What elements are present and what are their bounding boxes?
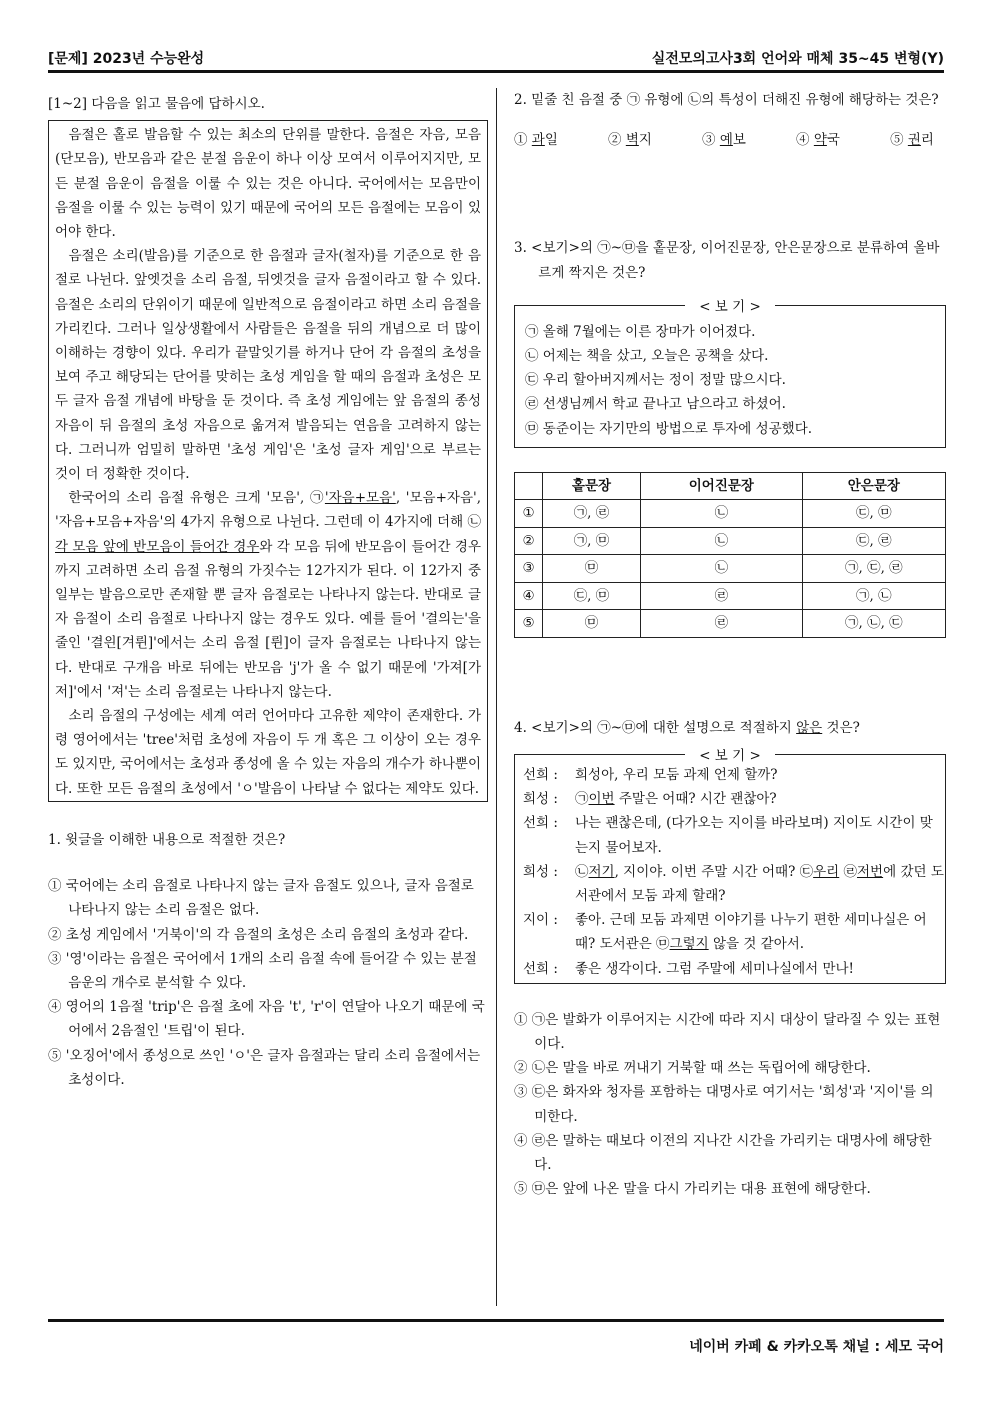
q1-option-3[interactable]: ③ '영'이라는 음절은 국어에서 1개의 소리 음절 속에 들어갈 수 있는 분절 음운의 개수로 분석할 수 있다. [48,950,477,991]
right-column [514,88,946,1201]
bogi-item-1: ㉠ 올해 7월에는 이른 장마가 이어졌다. [525,323,756,340]
page-footer: 네이버 카페 & 카카오톡 채널 : 세모 국어 [689,1339,944,1355]
question-2-stem: 2. 밑줄 친 음절 중 ㉠ 유형에 ㉡의 특성이 더해진 유형에 해당하는 것은? [514,92,939,108]
q1-option-1[interactable]: ① 국어에는 소리 음절로 나타나지 않는 글자 음절도 있으나, 글자 음절로 나타나지 않는 소리 음절은 없다. [48,878,474,919]
bogi-title: < 보 기 > [685,748,775,764]
bogi-item-4: ㉣ 선생님께서 학교 끝나고 남으라고 하셨어. [525,396,786,413]
underline-b: 각 모음 앞에 반모음이 들어간 경우 [55,538,260,555]
q4-option-1[interactable]: ① ㉠은 발화가 이루어지는 시간에 따라 지시 대상이 달라질 수 있는 표현이다. [514,1011,941,1053]
question-3-bogi-box [514,298,946,448]
bogi-item-3: ㉢ 우리 할아버지께서는 정이 정말 많으시다. [525,372,786,389]
bogi-item-2: ㉡ 어제는 책을 샀고, 오늘은 공책을 샀다. [525,348,769,365]
q2-option-4[interactable]: ④ 약국 [796,132,840,149]
question-4-bogi-box [514,748,946,984]
question-1-options [48,874,488,1092]
table-row[interactable]: ② ㉠, ㉤ ㉡ ㉢, ㉣ [515,527,946,555]
passage-paragraph-2: 음절은 소리(발음)를 기준으로 한 음절과 글자(철자)를 기준으로 한 음절로 나뉜다. 앞엣것을 소리 음절, 뒤엣것을 글자 음절이라고 할 수 있다. 음절은 소리의 단위이기 때문에 일반적으로 음절이라고 하면 소리 음절을 가리킨다. 그러나 일상생활에서 사람들은 음절을 뒤의 개념으로 더 많이 이해하는 경향이 있다. 우리가 끝말잇기를 하거나 단어 각 음절의 초성을 보여 주고 해당되는 단어를 맞히는 초성 게임을 할 때의 음절과 초성은 모두 글자 음절 개념에 바탕을 둔 것이다. 즉 초성 게임에는 앞 음절의 종성 자음이 뒤 음절의 초성 자음으로 옮겨져 발음되는 연음을 고려하지 않는다. 그러니까 엄밀히 말하면 '초성 게임'은 '초성 글자 게임'으로 부르는 것이 더 정확한 것이다. [55,248,481,483]
dialogue-line: 선희 : 좋은 생각이다. 그럼 주말에 세미나실에서 만나! [523,960,854,977]
header-right: 실전모의고사3회 언어와 매체 35~45 변형(Y) [651,51,944,67]
question-4-stem: 4. <보기>의 ㉠~㉤에 대한 설명으로 적절하지 않은 것은? [514,719,860,736]
column-divider [496,88,497,1306]
dialogue-line: 선희 : 나는 괜찮은데, (다가오는 지이를 바라보며) 지이도 시간이 맞는지 물어보자. [523,815,933,856]
intro-text: [1~2] 다음을 읽고 물음에 답하시오. [48,96,265,112]
reading-passage [48,120,488,802]
q2-option-3[interactable]: ③ 예보 [702,132,746,149]
table-row[interactable]: ③ ㉤ ㉡ ㉠, ㉢, ㉣ [515,555,946,583]
dialogue-line: 지이 : 좋아. 근데 모둠 과제면 이야기를 나누기 편한 세미나실은 어때? 도서관은 ㉤그렇지 않을 것 같아서. [523,912,927,953]
q1-option-4[interactable]: ④ 영어의 1음절 'trip'은 음절 초에 자음 't', 'r'이 연달아 나오기 때문에 국어에서 2음절인 '트립'이 된다. [48,999,485,1040]
table-header-row [515,472,946,500]
question-3 [514,236,946,637]
passage-paragraph-4: 소리 음절의 구성에는 세계 여러 언어마다 고유한 제약이 존재한다. 가령 영어에서는 'tree'처럼 초성에 자음이 두 개 혹은 그 이상이 오는 경우도 있지만, 국어에서는 초성과 종성에 올 수 있는 자음의 개수가 하나뿐이다. 또한 모든 음절의 초성에서 'ㅇ'발음이 나타날 수 없다는 제약도 있다. [55,708,481,797]
passage-paragraph-3: 한국어의 소리 음절 유형은 크게 '모음', ㉠'자음+모음', '모음+자음', '자음+모음+자음'의 4가지 유형으로 나뉜다. 그런데 이 4가지에 더해 ㉡각 모음 앞에 반모음이 들어간 경우와 각 모음 뒤에 반모음이 들어간 경우까지 고려하면 소리 음절 유형의 가짓수는 12가지가 된다. 이 12가지 중 일부는 발음으로만 존재할 뿐 글자 음절로는 나타나지 않는다. 반대로 글자 음절이 소리 음절로 나타나지 않는 경우도 있다. 예를 들어 '결의는'을 줄인 '결읜[겨륀]'에서는 소리 음절 [륀]이 글자 음절로는 나타나지 않는다. 반대로 구개음 바로 뒤에는 반모음 'j'가 올 수 없기 때문에 '가져[가저]'에서 '져'는 소리 음절로는 나타나지 않는다. [55,490,481,700]
question-4-options [514,1008,946,1202]
question-2 [514,88,946,152]
q1-option-2[interactable]: ② 초성 게임에서 '거북이'의 각 음절의 초성은 소리 음절의 초성과 같다. [48,926,469,943]
question-3-answer-table [514,472,946,638]
question-1-stem: 1. 윗글을 이해한 내용으로 적절한 것은? [48,831,286,848]
bogi-item-5: ㉤ 동준이는 자기만의 방법으로 투자에 성공했다. [525,420,813,437]
header-left: [문제] 2023년 수능완성 [48,51,205,67]
dialogue-line: 희성 : ㉠이번 주말은 어때? 시간 괜찮아? [523,791,777,808]
q4-option-2[interactable]: ② ㉡은 말을 바로 꺼내기 거북할 때 쓰는 독립어에 해당한다. [514,1060,871,1077]
bogi-title: < 보 기 > [685,299,775,315]
q2-option-5[interactable]: ⑤ 권리 [890,132,934,149]
col-header-simple: 홑문장 [543,472,641,500]
question-4 [514,716,946,1202]
col-header-embedded: 안은문장 [802,472,945,500]
q4-option-3[interactable]: ③ ㉢은 화자와 청자를 포함하는 대명사로 여기서는 '희성'과 '지이'를 의미한다. [514,1084,934,1125]
q1-option-5[interactable]: ⑤ '오징어'에서 종성으로 쓰인 'ㅇ'은 글자 음절과는 달리 소리 음절에서는 초성이다. [48,1047,481,1088]
page-header [48,44,944,68]
q4-option-4[interactable]: ④ ㉣은 말하는 때보다 이전의 지나간 시간을 가리키는 대명사에 해당한다. [514,1132,932,1174]
table-row[interactable]: ④ ㉢, ㉤ ㉣ ㉠, ㉡ [515,582,946,610]
header-rule [48,70,944,73]
dialogue-line: 선희 : 희성아, 우리 모둠 과제 언제 할까? [523,767,778,784]
table-row[interactable]: ① ㉠, ㉣ ㉡ ㉢, ㉤ [515,500,946,528]
q4-option-5[interactable]: ⑤ ㉤은 앞에 나온 말을 다시 가리키는 대용 표현에 해당한다. [514,1181,871,1198]
q2-option-1[interactable]: ① 과일 [514,132,558,149]
question-1 [48,828,488,1092]
passage-paragraph-1: 음절은 홀로 발음할 수 있는 최소의 단위를 말한다. 음절은 자음, 모음(단모음), 반모음과 같은 분절 음운이 하나 이상 모여서 이루어지지만, 모든 분절 음운이 음절을 이룰 수 있는 것은 아니다. 국어에서는 모음만이 음절을 이룰 수 있는 능력이 있기 때문에 국어의 모든 음절에는 모음이 있어야 한다. [55,127,481,241]
dialogue-line: 희성 : ㉡저기, 지이야. 이번 주말 시간 어때? ㉢우리 ㉣저번에 갔던 도서관에서 모둠 과제 할래? [523,863,944,905]
underline-a: '자음+모음' [324,490,396,507]
question-3-stem: 3. <보기>의 ㉠~㉤을 홑문장, 이어진문장, 안은문장으로 분류하여 올바르게 짝지은 것은? [514,240,940,281]
left-column [48,92,488,1092]
q2-option-2[interactable]: ② 벽지 [608,132,652,149]
col-header-compound: 이어진문장 [640,472,802,500]
table-row[interactable]: ⑤ ㉤ ㉣ ㉠, ㉡, ㉢ [515,610,946,638]
question-2-options [514,128,946,152]
footer-rule [48,1319,944,1322]
